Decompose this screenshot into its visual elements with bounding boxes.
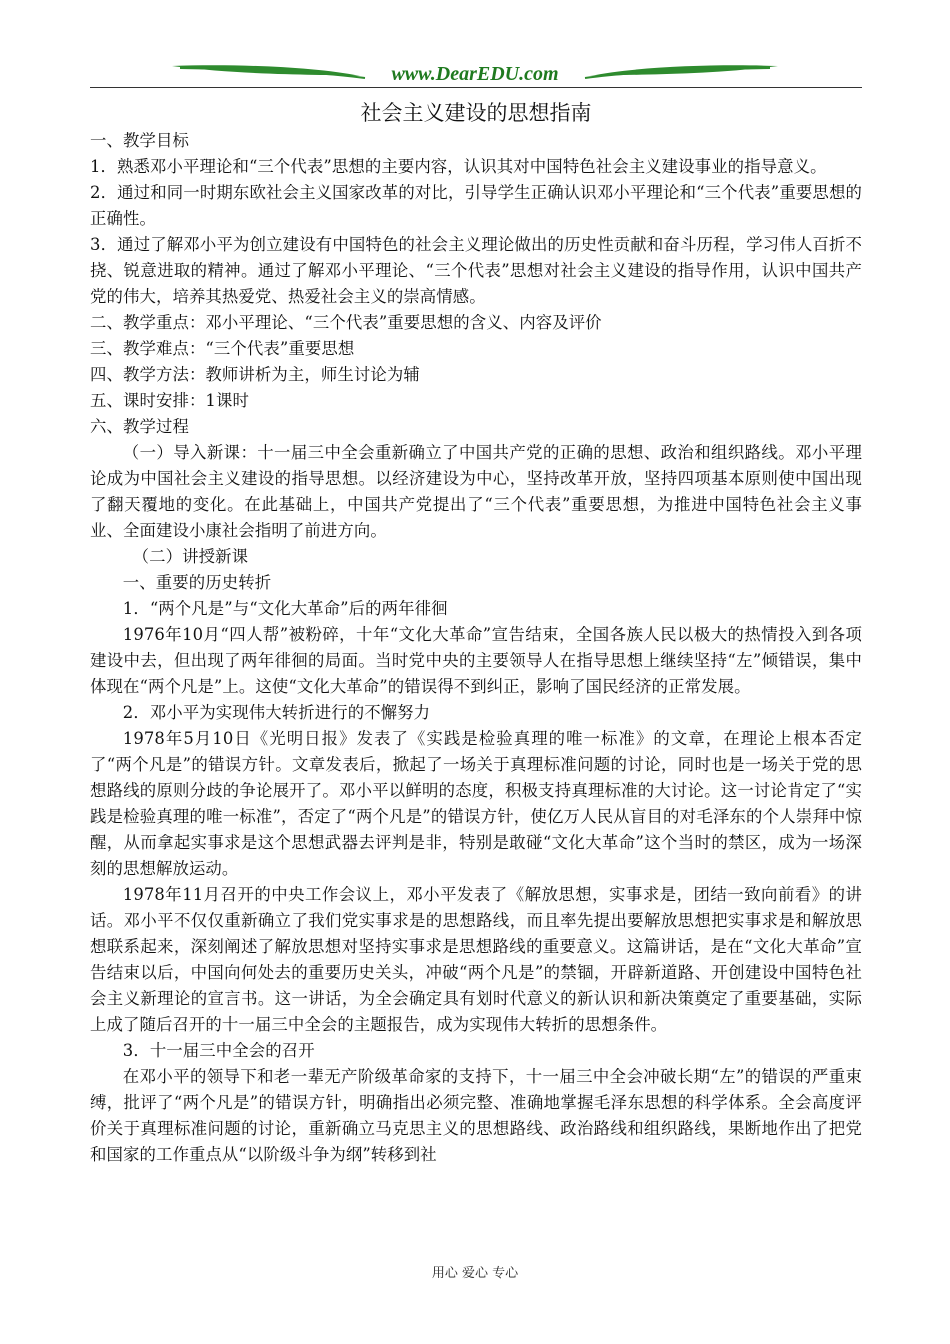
section-heading-difficulties: 三、教学难点：“三个代表”重要思想 [90, 339, 355, 358]
objective-item-1: 1．熟悉邓小平理论和“三个代表”思想的主要内容，认识其对中国特色社会主义建设事业的指导意义。 [90, 157, 827, 176]
section-heading-methods: 四、教学方法：教师讲析为主，师生讨论为辅 [90, 365, 420, 384]
section-heading-schedule: 五、课时安排：1课时 [90, 391, 249, 410]
subheading-historic-turn: 一、重要的历史转折 [122, 573, 272, 592]
paragraph-1976: 1976年10月“四人帮”被粉碎，十年“文化大革命”宣告结束，全国各族人民以极大的热情投入到各项建设中去，但出现了两年徘徊的局面。当时党中央的主要领导人在指导思想上继续坚持“左”倾错误，集中体现在“两个凡是”上。这使“文化大革命”的错误得不到纠正，影响了国民经济的正常发展。 [90, 625, 862, 696]
objective-item-3: 3．通过了解邓小平为创立建设有中国特色的社会主义理论做出的历史性贡献和奋斗历程，学习伟人百折不挠、锐意进取的精神。通过了解邓小平理论、“三个代表”思想对社会主义建设的指导作用，认识中国共产党的伟大，培养其热爱党、热爱社会主义的崇高情感。 [90, 235, 862, 306]
section-heading-key-points: 二、教学重点：邓小平理论、“三个代表”重要思想的含义、内容及评价 [90, 313, 602, 332]
subheading-deng-efforts: 2．邓小平为实现伟大转折进行的不懈努力 [122, 703, 431, 722]
logo-site-text: www.DearEDU.com [391, 63, 559, 85]
section-heading-objectives: 一、教学目标 [90, 131, 189, 150]
paragraph-1978-nov: 1978年11月召开的中央工作会议上，邓小平发表了《解放思想，实事求是，团结一致向前看》的讲话。邓小平不仅仅重新确立了我们党实事求是的思想路线，而且率先提出要解放思想把实事求是和解放思想联系起来，深刻阐述了解放思想对坚持实事求是思想路线的重要意义。这篇讲话，是在“文化大革命”宣告结束以后，中国向何处去的重要历史关头，冲破“两个凡是”的禁锢，开辟新道路、开创建设中国特色社会主义新理论的宣言书。这一讲话，为全会确定具有划时代意义的新认识和新决策奠定了重要基础，实际上成了随后召开的十一届三中全会的主题报告，成为实现伟大转折的思想条件。 [90, 885, 862, 1034]
subheading-new-lesson: （二）讲授新课 [132, 547, 249, 566]
page-footer: 用心 爱心 专心 [431, 1266, 519, 1281]
document-body [90, 128, 862, 1168]
paragraph-1978-may: 1978年5月10日《光明日报》发表了《实践是检验真理的唯一标准》的文章，在理论上根本否定了“两个凡是”的错误方针。文章发表后，掀起了一场关于真理标准问题的讨论，同时也是一场关于党的思想路线的原则分歧的争论展开了。邓小平以鲜明的态度，积极支持真理标准的大讨论。这一讨论肯定了“实践是检验真理的唯一标准”，否定了“两个凡是”的错误方针，使亿万人民从盲目的对毛泽东的个人崇拜中惊醒，从而拿起实事求是这个思想武器去评判是非，特别是敢碰“文化大革命”这个当时的禁区，成为一场深刻的思想解放运动。 [90, 729, 862, 878]
document-title: 社会主义建设的思想指南 [360, 101, 592, 125]
paragraph-third-plenum: 在邓小平的领导下和老一辈无产阶级革命家的支持下，十一届三中全会冲破长期“左”的错误的严重束缚，批评了“两个凡是”的错误方针，明确指出必须完整、准确地掌握毛泽东思想的科学体系。全会高度评价关于真理标准问题的讨论，重新确立马克思主义的思想路线、政治路线和组织路线，果断地作出了把党和国家的工作重点从“以阶级斗争为纲”转移到社 [90, 1067, 862, 1164]
subheading-two-whatevers: 1．“两个凡是”与“文化大革命”后的两年徘徊 [122, 599, 448, 618]
subheading-third-plenum: 3．十一届三中全会的召开 [122, 1041, 315, 1060]
header-rule [90, 87, 862, 88]
objective-item-2: 2．通过和同一时期东欧社会主义国家改革的对比，引导学生正确认识邓小平理论和“三个代表”重要思想的正确性。 [90, 183, 862, 228]
site-logo-banner [170, 60, 780, 88]
section-heading-process: 六、教学过程 [90, 417, 189, 436]
paragraph-intro: （一）导入新课：十一届三中全会重新确立了中国共产党的正确的思想、政治和组织路线。邓小平理论成为中国社会主义建设的指导思想。以经济建设为中心，坚持改革开放，坚持四项基本原则使中国出现了翻天覆地的变化。在此基础上，中国共产党提出了“三个代表”重要思想，为推进中国特色社会主义事业、全面建设小康社会指明了前进方向。 [90, 443, 862, 540]
